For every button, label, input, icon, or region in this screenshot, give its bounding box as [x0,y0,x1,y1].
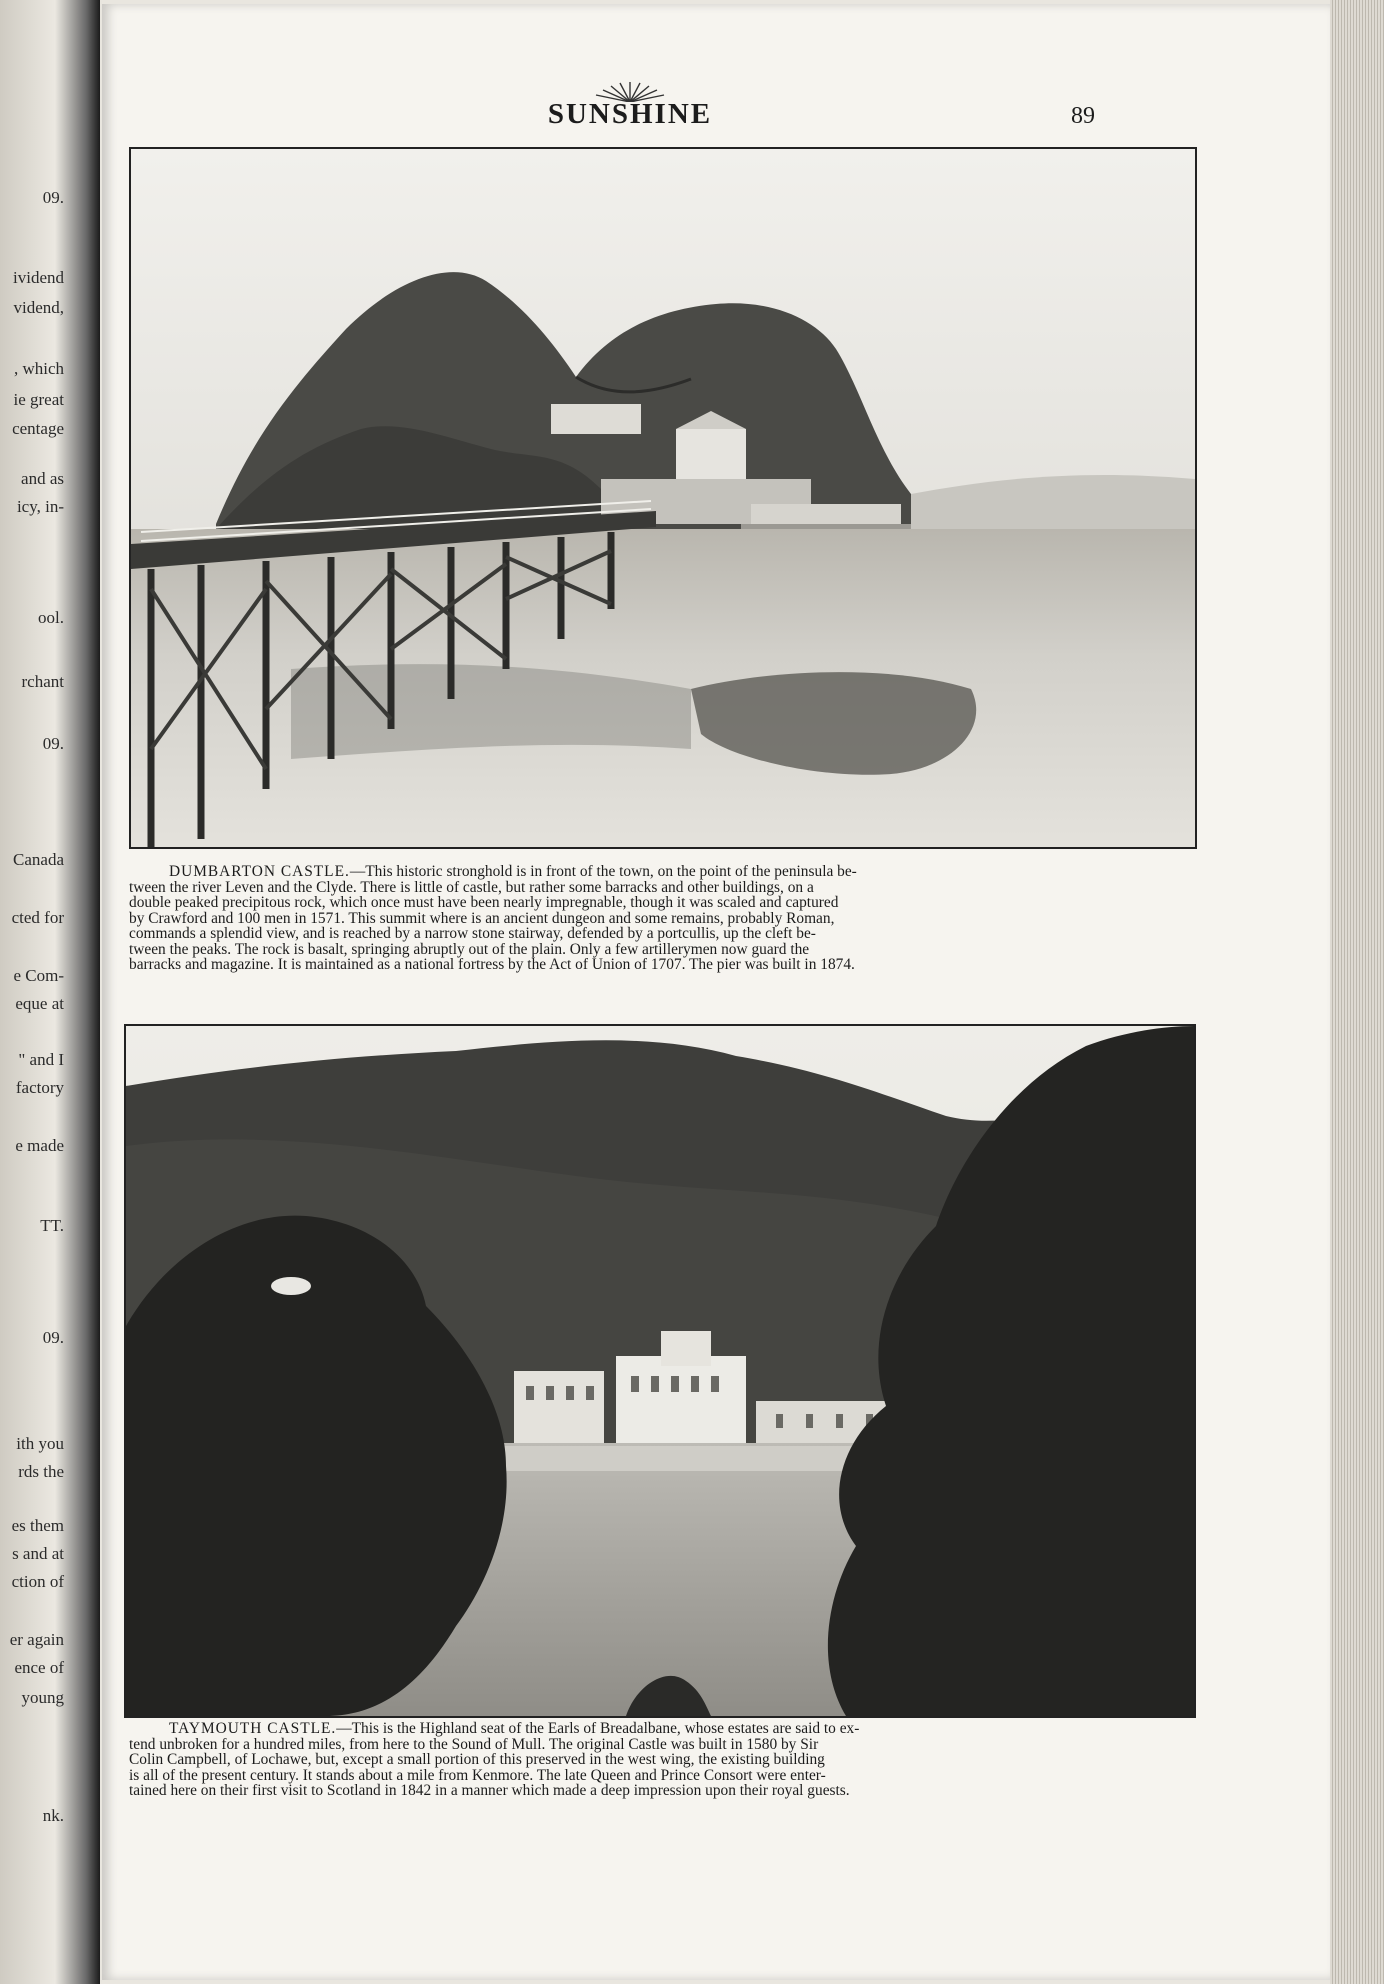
taymouth-caption [129,1721,1193,1799]
previous-page-line: 09. [42,188,64,207]
previous-page-line: rds the [18,1462,64,1481]
previous-page-line: er again [9,1630,64,1649]
caption-title: TAYMOUTH CASTLE. [169,1720,337,1737]
previous-page-line: e made [15,1136,64,1155]
taymouth-castle-photo [124,1024,1196,1718]
caption-line [129,864,1193,880]
masthead [470,80,790,131]
previous-page-line: nk. [42,1806,64,1825]
caption-line: commands a splendid view, and is reached by a narrow stone stairway, defended by a portcullis, up the cleft be- [129,925,816,942]
caption-line: double peaked precipitous rock, which once must have been nearly impregnable, though it was scaled and captured [129,894,839,911]
previous-page-line: rchant [21,672,64,691]
caption-line: tained here on their first visit to Scotland in 1842 in a manner which made a deep impression upon their royal guests. [129,1782,850,1799]
previous-page-line: centage [12,419,64,438]
caption-line: tween the peaks. The rock is basalt, springing abruptly out of the plain. Only a few artillerymen now guard the [129,940,810,958]
previous-page-line: e Com- [13,966,64,985]
caption-text: —This is the Highland seat of the Earls of Breadalbane, whose estates are said to ex- [336,1720,860,1737]
caption-text: —This historic stronghold is in front of the town, on the point of the peninsula be- [349,863,857,880]
previous-page-line: ith you [16,1434,64,1453]
dumbarton-castle-photo [129,147,1197,849]
caption-line [129,1721,1193,1737]
previous-page-line: ence of [14,1658,64,1677]
masthead-title: SUNSHINE [547,98,713,130]
previous-page-line: s and at [12,1544,64,1563]
previous-page-line: , which [13,359,64,378]
previous-page-line: TT. [40,1216,64,1235]
previous-page-line: " and I [18,1050,64,1069]
previous-page-line: ction of [11,1572,64,1591]
previous-page-line: young [21,1688,64,1707]
previous-page-line: ool. [38,608,64,627]
previous-page-line: eque at [15,994,64,1013]
previous-page-line: es them [11,1516,64,1535]
previous-page-line: vidend, [13,298,64,317]
caption-line: barracks and magazine. It is maintained as a national fortress by the Act of Union of 1707. The pier was built in 1874. [129,956,855,973]
dumbarton-caption [129,864,1193,973]
previous-page-line: ividend [13,268,64,287]
caption-line: tween the river Leven and the Clyde. There is little of castle, but rather some barracks and other buildings, on a [129,878,814,896]
caption-line: tend unbroken for a hundred miles, from here to the Sound of Mull. The original Castle was built in 1580 by Sir [129,1735,819,1753]
previous-page-line: 09. [42,1328,64,1347]
caption-line: Colin Campbell, of Lochawe, but, except a small portion of this preserved in the west wing, the existing building [129,1751,825,1768]
previous-page-line: 09. [42,734,64,753]
caption-line: is all of the present century. It stands about a mile from Kenmore. The late Queen and Prince Consort were enter- [129,1766,826,1784]
page-number: 89 [1071,103,1095,129]
caption-line: by Crawford and 100 men in 1571. This summit where is an ancient dungeon and some remains, probably Roman, [129,909,835,927]
previous-page-line: ie great [13,390,64,409]
previous-page-line: and as [21,469,64,488]
previous-page-line: factory [15,1078,64,1097]
previous-page-line: icy, in- [16,497,64,516]
previous-page-line: cted for [11,908,64,927]
previous-page-line: Canada [13,850,64,869]
previous-page-fragment [0,0,100,1984]
page-edge [1330,0,1384,1984]
caption-title: DUMBARTON CASTLE. [169,863,350,880]
